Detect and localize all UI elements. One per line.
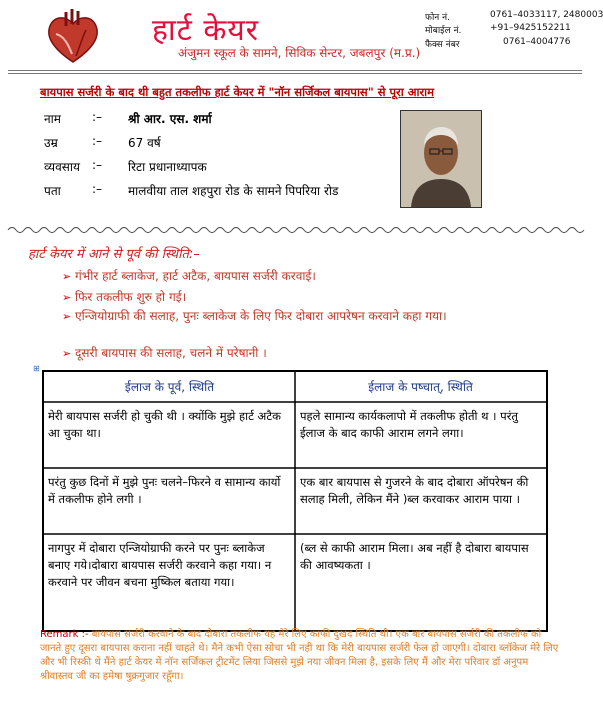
- arrow-bullet-icon: ➢: [62, 270, 72, 283]
- field-sep: :–: [92, 182, 103, 196]
- field-label-occupation: व्यवसाय: [44, 160, 80, 174]
- headline: बायपास सर्जरी के बाद थी बहुत तकलीफ हार्ट केयर में "नॉन सर्जिकल बायपास" से पूरा आराम: [40, 85, 435, 99]
- list-item-text: गंभीर हार्ट ब्लाकेज, हार्ट अटैक, बायपास सर्जरी करवाई।: [75, 269, 316, 283]
- list-item-text: फिर तकलीफ शुरु हो गई।: [75, 290, 187, 304]
- remark-label: Remark :-: [40, 629, 89, 640]
- field-sep: :–: [92, 110, 103, 124]
- fax-label: फैक्स नंबर: [425, 40, 460, 50]
- table-anchor-icon: ⊞: [33, 364, 40, 373]
- decorative-divider: [8, 225, 582, 235]
- section-heading: हार्ट केयर में आने से पूर्व की स्थिति:–: [28, 247, 200, 262]
- list-item-text: एन्जियोग्राफी की सलाह, पुनः ब्लाकेज के लिए फिर दोबारा आपरेषन करवाने कहा गया।: [75, 309, 447, 323]
- heart-logo: [42, 6, 104, 68]
- mobile-label: मोबाईल नं.: [425, 26, 462, 36]
- arrow-bullet-icon: ➢: [62, 291, 72, 304]
- header-divider-2: [8, 73, 582, 74]
- field-value-occupation: रिटा प्रधानाध्यापक: [128, 160, 207, 174]
- mobile-value: +91–9425152211: [490, 23, 571, 33]
- table-cell: मेरी बायपास सर्जरी हो चुकी थी । क्योंकि मुझे हार्ट अटैक आ चुका था।: [48, 409, 281, 440]
- field-value-age: 67 वर्ष: [128, 136, 161, 150]
- field-label-address: पता: [44, 184, 61, 198]
- table-cell: नागपुर में दोबारा एन्जियोग्राफी करने पर पुनः ब्लाकेज बनाए गये।दोबारा बायपास सर्जरी करवाने कहा गया। न करवाने पर जीवन बचना मुष्किल बताया गया।: [48, 541, 272, 589]
- list-item: [62, 289, 542, 306]
- list-item: [62, 345, 542, 362]
- clinic-address: अंजुमन स्कूल के सामने, सिविक सेन्टर, जबलपुर (म.प्र.): [178, 46, 421, 60]
- comparison-table: [42, 370, 548, 632]
- phone-value: 0761–4033117, 2480003: [490, 10, 603, 20]
- table-header-before: ईलाज के पूर्व, स्थिति: [124, 380, 215, 394]
- field-sep: :–: [92, 134, 103, 148]
- field-label-name: नाम: [44, 112, 61, 126]
- patient-photo: [400, 110, 482, 208]
- list-item: [62, 268, 542, 285]
- list-item: [62, 308, 540, 325]
- header-divider: [8, 70, 582, 71]
- clinic-name: हार्ट केयर: [152, 13, 260, 48]
- table-cell: परंतु कुछ दिनों में मुझे पुनः चलने–फिरने व सामान्य कार्यो में तकलीफ होने लगी ।: [48, 475, 281, 506]
- list-item-text: दूसरी बायपास की सलाह, चलने में परेषानी ।: [75, 346, 267, 360]
- field-value-address: मालवीया ताल शहपुरा रोड के सामने पिपरिया रोड: [128, 184, 339, 198]
- remark-paragraph: [40, 628, 560, 684]
- arrow-bullet-icon: ➢: [62, 310, 72, 323]
- fax-value: 0761–4004776: [503, 37, 571, 47]
- table-cell: एक बार बायपास से गुजरने के बाद दोबारा ऑपरेषन की सलाह मिली, लेकिन मैंने )ब्ल करवाकर आराम पाया ।: [300, 475, 529, 506]
- field-label-age: उम्र: [44, 136, 58, 150]
- field-sep: :–: [92, 158, 103, 172]
- field-value-name: श्री आर. एस. शर्मा: [128, 112, 212, 126]
- table-header-after: ईलाज के पष्चात्, स्थिति: [368, 380, 473, 394]
- arrow-bullet-icon: ➢: [62, 347, 72, 360]
- table-cell: पहले सामान्य कार्यकलापो में तकलीफ होती थ । परंतु ईलाज के बाद काफी आराम लगने लगा।: [300, 409, 518, 440]
- phone-label: फोन नं.: [425, 13, 450, 23]
- remark-text: बायपास सर्जरी करवाने के बाद दोबारा तकलीफ यह मेरे लिए काफी दुखद स्थिति थी। एक बार बायपास सर्जरी की तकलीफ को जानते हुए दूसरा बायपास कराना नहीं चाहते थे। मैने कभी ऐसा सोचा भी नही था कि मेरी बायपास सर्जरी फेल हो जाएगी। दोबारा ब्लॉकेज मेरे लिए और भी रिस्की थे मैंने हार्ट केयर में नॉन सर्जिकल ट्रीटमेंट लिया जिससे मुझे नया जीवन मिला है, इसके लिए मैं और मेरा परिवार डॉ अनुपम श्रीवास्तव जी का हमेषा षुक्रगुजार रहूँगा।: [40, 629, 559, 682]
- table-cell: (ब्ल से काफी आराम मिला। अब नहीं है दोबारा बायपास की आवष्यकता ।: [300, 541, 529, 572]
